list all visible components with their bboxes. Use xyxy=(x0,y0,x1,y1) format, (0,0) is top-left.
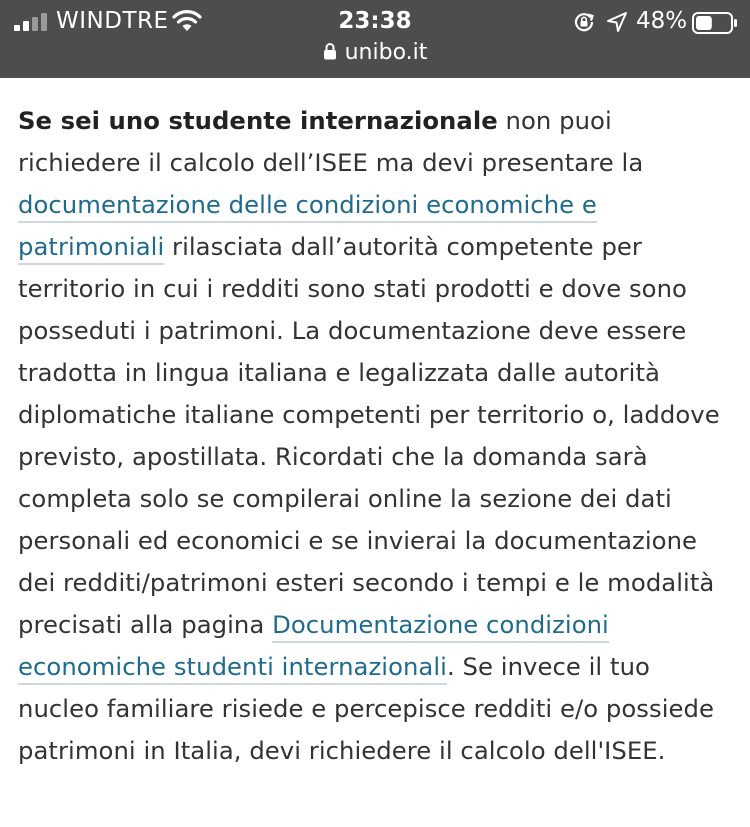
article-paragraph xyxy=(18,100,732,772)
battery-percentage: 48% xyxy=(636,8,688,34)
link-documentazione-studenti-internazionali[interactable]: Documentazione condizioni economiche studenti internazionali xyxy=(18,610,609,685)
text-segment-3: . Se invece il tuo nucleo familiare risiede e percepisce redditi e/o possiede patrimoni in Italia, devi richiedere il calcolo dell'ISEE. xyxy=(18,652,714,765)
battery-icon xyxy=(692,12,738,34)
browser-top-bar xyxy=(0,0,750,78)
carrier-name: WINDTRE xyxy=(56,8,169,34)
text-segment-2: rilasciata dall’autorità competente per territorio in cui i redditi sono stati prodotti e dove sono posseduti i patrimoni. La documentazione deve essere tradotta in lingua italiana e legalizzata dalle autorità diplomatiche italiane competenti per territorio o, laddove previsto, apostillata. Ricordati che la domanda sarà completa solo se compilerai online la sezione dei dati personali ed economici e se invierai la documentazione dei redditi/patrimoni esteri secondo i tempi e le modalità precisati alla pagina xyxy=(18,232,720,639)
bold-intro: Se sei uno studente internazionale xyxy=(18,106,498,135)
text-segment-1: non puoi richiedere il calcolo dell’ISEE ma devi presentare la xyxy=(18,106,644,177)
status-bar xyxy=(0,6,750,36)
padlock-icon xyxy=(323,42,337,60)
article-content xyxy=(18,100,732,772)
status-time: 23:38 xyxy=(338,8,412,34)
link-documentazione-condizioni[interactable]: documentazione delle condizioni economiche e patrimoniali xyxy=(18,190,597,265)
location-icon xyxy=(606,11,628,33)
address-text: unibo.it xyxy=(344,40,428,65)
address-bar[interactable] xyxy=(0,40,750,66)
rotation-lock-icon xyxy=(573,11,595,33)
